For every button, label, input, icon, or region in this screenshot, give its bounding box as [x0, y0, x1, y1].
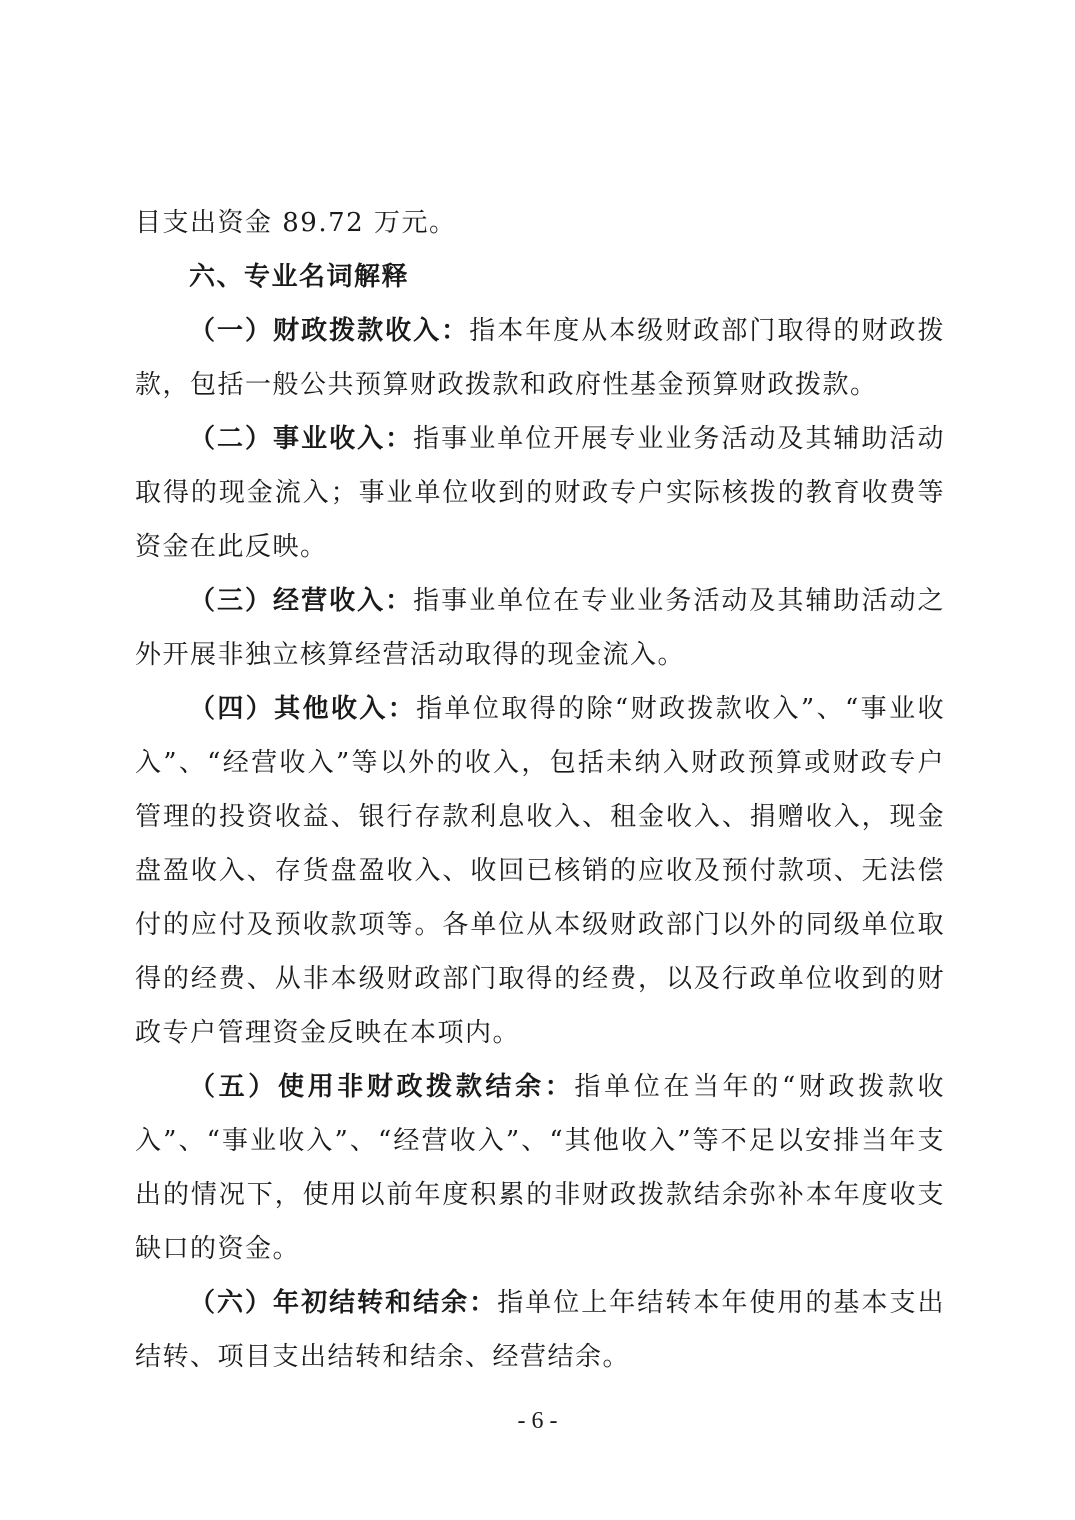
section-heading: 六、专业名词解释 [189, 262, 410, 292]
definition-term: （四）其他收入： [189, 694, 417, 724]
definition-term: （六）年初结转和结余： [189, 1288, 498, 1318]
definition-term: （一）财政拨款收入： [189, 316, 470, 346]
definition-text: 指事业单位开展专业业务活动及其辅助活动取得的现金流入；事业单位收到的财政专户实际核拨的教育收费等资金在此反映。 [135, 424, 945, 562]
definition-item [135, 574, 945, 682]
definition-item [135, 682, 945, 1060]
definition-text: 指单位取得的除“财政拨款收入”、“事业收入”、“经营收入”等以外的收入，包括未纳入财政预算或财政专户管理的投资收益、银行存款利息收入、租金收入、捐赠收入，现金盘盈收入、存货盘盈收入、收回已核销的应收及预付款项、无法偿付的应付及预收款项等。各单位从本级财政部门以外的同级单位取得的经费、从非本级财政部门取得的经费，以及行政单位收到的财政专户管理资金反映在本项内。 [135, 694, 945, 1048]
definition-text: 指本年度从本级财政部门取得的财政拨款，包括一般公共预算财政拨款和政府性基金预算财政拨款。 [135, 316, 945, 400]
page-number: - 6 - [517, 1408, 558, 1434]
definition-text: 指单位在当年的“财政拨款收入”、“事业收入”、“经营收入”、“其他收入”等不足以安排当年支出的情况下，使用以前年度积累的非财政拨款结余弥补本年度收支缺口的资金。 [135, 1072, 945, 1264]
definition-item [135, 412, 945, 574]
definition-term: （三）经营收入： [189, 586, 414, 616]
definition-item [135, 1060, 945, 1276]
definition-term: （五）使用非财政拨款结余： [189, 1072, 575, 1102]
definition-text: 指事业单位在专业业务活动及其辅助活动之外开展非独立核算经营活动取得的现金流入。 [135, 586, 945, 670]
lead-paragraph: 目支出资金 89.72 万元。 [135, 208, 457, 238]
definition-term: （二）事业收入： [189, 424, 414, 454]
definition-item [135, 304, 945, 412]
definition-item [135, 1276, 945, 1384]
document-body [135, 196, 945, 1384]
definition-text: 指单位上年结转本年使用的基本支出结转、项目支出结转和结余、经营结余。 [135, 1288, 945, 1372]
